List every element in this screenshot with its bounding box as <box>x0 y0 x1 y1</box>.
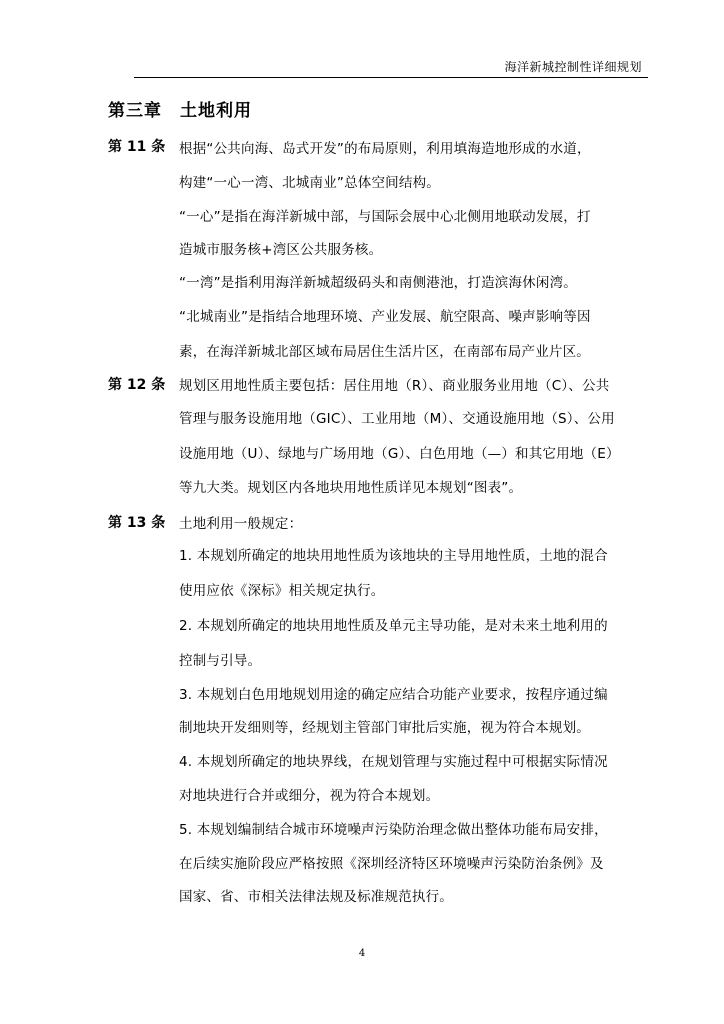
article-line: 根据“公共向海、岛式开发”的布局原则，利用填海造地形成的水道， <box>179 141 591 157</box>
article-line: “一心”是指在海洋新城中部，与国际会展中心北侧用地联动发展，打 <box>179 209 591 225</box>
article-label: 第 13 条 <box>108 515 166 531</box>
article-line: 管理与服务设施用地（GIC）、工业用地（M）、交通设施用地（S）、公用 <box>179 411 615 427</box>
article-line: 规划区用地性质主要包括：居住用地（R）、商业服务业用地（C）、公共 <box>179 378 610 394</box>
header-rule <box>134 77 648 78</box>
article-line: 4. 本规划所确定的地块界线，在规划管理与实施过程中可根据实际情况 <box>179 754 608 770</box>
running-header-title: 海洋新城控制性详细规划 <box>504 60 642 74</box>
article-label: 第 11 条 <box>108 139 166 155</box>
article-line: 使用应依《深标》相关规定执行。 <box>179 583 385 599</box>
article-line: 1. 本规划所确定的地块用地性质为该地块的主导用地性质，土地的混合 <box>179 548 608 564</box>
article-line: “北城南业”是指结合地理环境、产业发展、航空限高、噪声影响等因 <box>179 309 591 325</box>
article-line: 设施用地（U）、绿地与广场用地（G）、白色用地（—）和其它用地（E） <box>179 446 620 462</box>
article-line: 控制与引导。 <box>179 653 262 669</box>
page-number: 4 <box>358 948 366 959</box>
article-line: 土地利用一般规定： <box>179 516 303 532</box>
article-line: 制地块开发细则等，经规划主管部门审批后实施，视为符合本规划。 <box>179 720 590 736</box>
article-line: 5. 本规划编制结合城市环境噪声污染防治理念做出整体功能布局安排， <box>179 822 608 838</box>
article-line: 在后续实施阶段应严格按照《深圳经济特区环境噪声污染防治条例》及 <box>179 856 604 872</box>
article-line: 素，在海洋新城北部区域布局居住生活片区，在南部布局产业片区。 <box>179 344 590 360</box>
chapter-title: 土地利用 <box>180 101 252 121</box>
article-line: “一湾”是指利用海洋新城超级码头和南侧港池，打造滨海休闲湾。 <box>179 275 577 291</box>
chapter-heading <box>108 96 252 121</box>
article-line: 对地块进行合并或细分，视为符合本规划。 <box>179 788 440 804</box>
article-line: 2. 本规划所确定的地块用地性质及单元主导功能，是对未来土地利用的 <box>179 618 608 634</box>
chapter-number: 第三章 <box>108 101 162 121</box>
article-line: 3. 本规划白色用地规划用途的确定应结合功能产业要求，按程序通过编 <box>179 687 608 703</box>
article-line: 国家、省、市相关法律法规及标准规范执行。 <box>179 889 453 905</box>
article-line: 造城市服务核+湾区公共服务核。 <box>179 242 383 258</box>
article-label: 第 12 条 <box>108 377 166 393</box>
article-line: 构建“一心一湾、北城南业”总体空间结构。 <box>179 175 440 191</box>
article-line: 等九大类。规划区内各地块用地性质详见本规划“图表”。 <box>179 480 523 496</box>
